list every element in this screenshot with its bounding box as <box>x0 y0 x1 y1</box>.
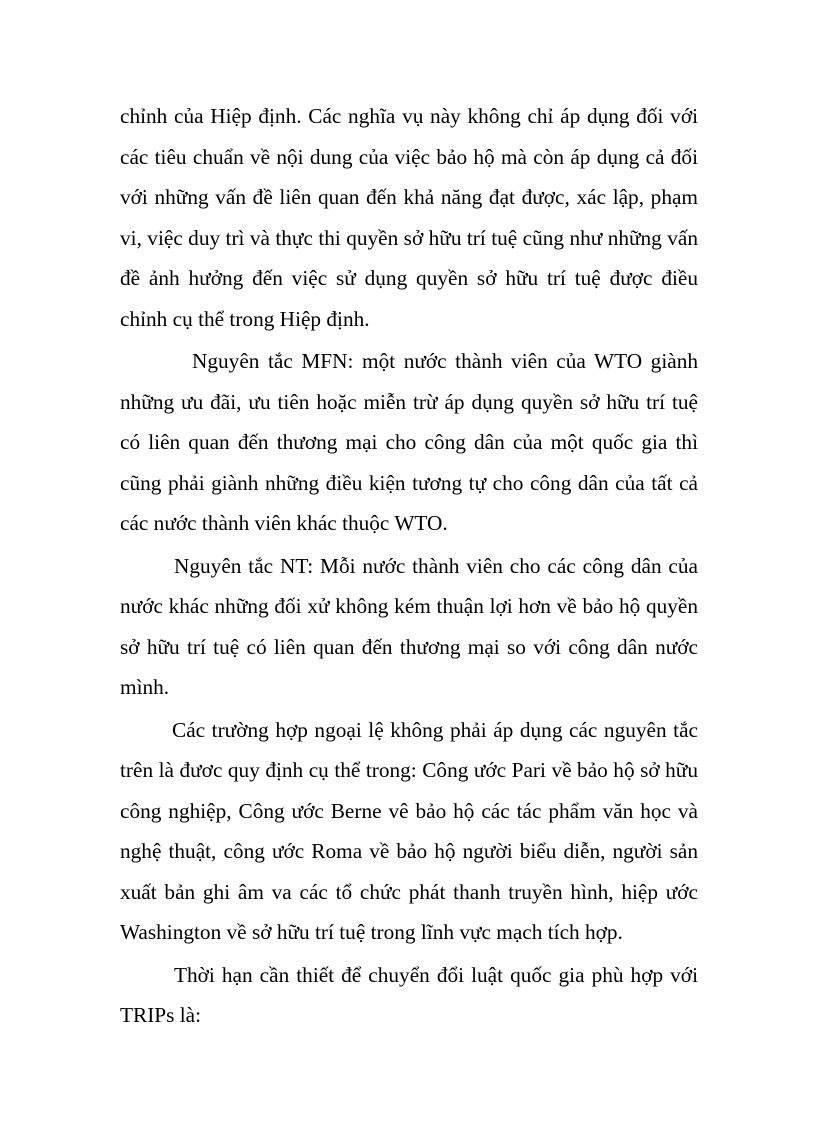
paragraph-transition-period: Thời hạn cần thiết để chuyển đổi luật quốc gia phù hợp với TRIPs là: <box>120 962 698 1027</box>
paragraph-nt-principle: Nguyên tắc NT: Mỗi nước thành viên cho các công dân của nước khác những đối xử không kém thuận lợi hơn về bảo hộ quyền sở hữu trí tuệ có liên quan đến thương mại so với công dân nước mình. <box>120 553 698 699</box>
body-text <box>120 96 698 1036</box>
paragraph-exceptions: Các trường hợp ngoại lệ không phải áp dụng các nguyên tắc trên là đươc quy định cụ thể trong: Công ước Pari về bảo hộ sở hữu công nghiệp, Công ước Berne vê bảo hộ các tác phẩm văn học và nghệ thuật, công ước Roma về bảo hộ người biểu diễn, người sản xuất bản ghi âm va các tổ chức phát thanh truyền hình, hiệp ước Washington về sở hữu trí tuệ trong lĩnh vực mạch tích hợp. <box>120 717 698 944</box>
paragraph-obligations: chỉnh của Hiệp định. Các nghĩa vụ này không chỉ áp dụng đối với các tiêu chuẩn về nội dung của việc bảo hộ mà còn áp dụng cả đối với những vấn đề liên quan đến khả năng đạt được, xác lập, phạm vi, việc duy trì và thực thi quyền sở hữu trí tuệ cũng như những vấn đề ảnh hưởng đến việc sử dụng quyền sở hữu trí tuệ được điều chỉnh cụ thể trong Hiệp định. <box>120 104 698 331</box>
paragraph-mfn-principle: Nguyên tắc MFN: một nước thành viên của WTO giành những ưu đãi, ưu tiên hoặc miễn trừ áp dụng quyền sở hữu trí tuệ có liên quan đến thương mại cho công dân của một quốc gia thì cũng phải giành những điều kiện tương tự cho công dân của tất cả các nước thành viên khác thuộc WTO. <box>120 349 698 535</box>
